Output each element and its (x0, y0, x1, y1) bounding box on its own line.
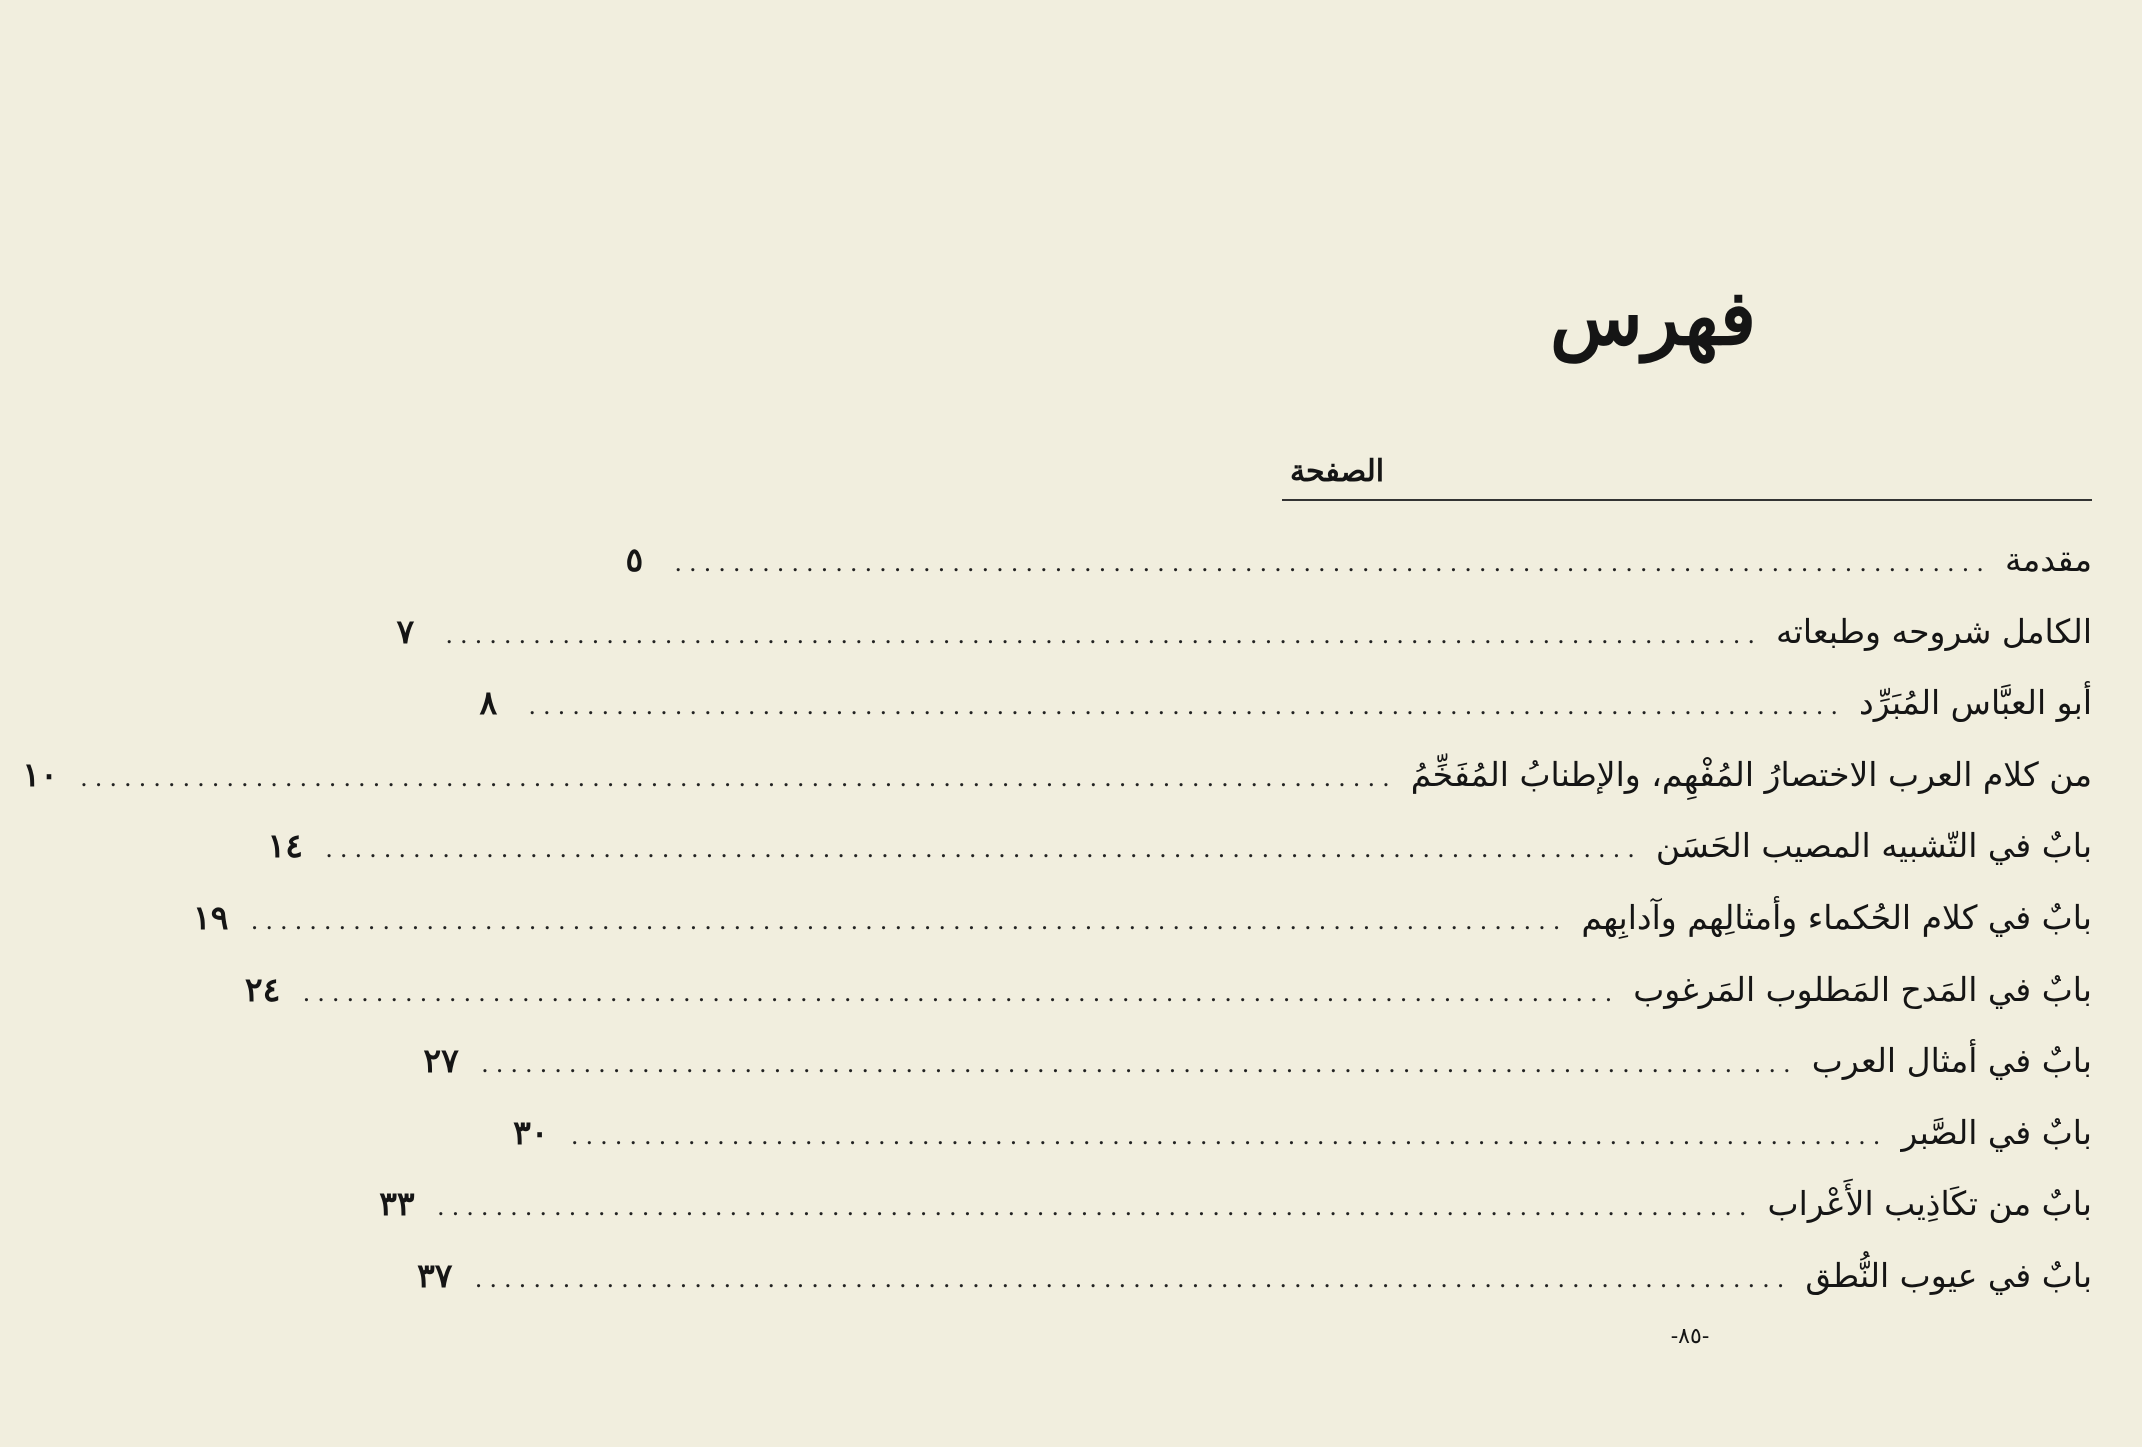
toc-entry-2 (396, 604, 2092, 660)
toc-entry-title: أبو العبَّاس المُبَرِّد (1859, 683, 2092, 723)
toc-entry-title: بابٌ في عيوب النُّطق (1805, 1255, 2092, 1295)
header-rule (1282, 499, 2092, 501)
toc-leader-dots: .......................................................................................... (325, 835, 1642, 864)
toc-entry-title: الكامل شروحه وطبعاته (1775, 611, 2092, 651)
page-title: فهرس (1549, 273, 1757, 362)
book-page (22, 0, 2142, 1447)
page-column-label: الصفحة (1289, 454, 1385, 489)
toc-entry-8 (423, 1033, 2092, 1089)
toc-entry-page: ٣٠ (513, 1112, 549, 1152)
toc-entry-title: بابٌ في الصَّبر (1901, 1112, 2092, 1152)
toc-entry-page: ٥ (625, 540, 644, 579)
toc-entry-page: ١٤ (267, 826, 303, 866)
toc-leader-dots: .......................................................................................... (80, 763, 1397, 792)
toc-entry-6 (193, 890, 2092, 946)
toc-entry-page: ٣٣ (379, 1184, 415, 1224)
toc-entry-11 (417, 1248, 2092, 1304)
toc-entry-page: ٢٤ (244, 969, 281, 1009)
toc-entry-title: بابٌ في أمثال العرب (1811, 1041, 2092, 1081)
toc-entry-title: مقدمة (2004, 540, 2092, 579)
toc-entry-5 (267, 818, 2092, 874)
toc-entry-9 (513, 1105, 2092, 1161)
toc-entry-3 (479, 675, 2092, 731)
toc-entry-7 (244, 962, 2092, 1018)
toc-entry-page: ٣٧ (417, 1255, 453, 1295)
toc-entry-10 (379, 1176, 2092, 1232)
toc-entry-page: ٢٧ (423, 1041, 459, 1081)
toc-entry-title: بابٌ في المَدح المَطلوب المَرغوب (1633, 969, 2092, 1009)
toc-entry-title: بابٌ في كلام الحُكماء وأمثالِهم وآدابِهم (1581, 897, 2092, 937)
toc-entry-1 (625, 532, 2092, 588)
page-number: -٨٥- (1670, 1324, 1710, 1349)
toc-entry-page: ١٠ (22, 754, 58, 794)
toc-leader-dots: .......................................................................................... (474, 1264, 1792, 1293)
toc-leader-dots: .......................................................................................... (436, 1193, 1754, 1222)
toc-leader-dots: .......................................................................................... (674, 549, 1991, 577)
toc-leader-dots: .......................................................................................... (481, 1050, 1798, 1079)
toc-leader-dots: .......................................................................................... (445, 620, 1762, 649)
toc-entry-title: من كلام العرب الاختصارُ المُفْهِم، والإطنابُ المُفَخِّمُ (1410, 754, 2092, 794)
toc-leader-dots: .......................................................................................... (528, 692, 1846, 721)
table-of-contents (22, 532, 2092, 1304)
toc-entry-page: ١٩ (193, 897, 229, 937)
toc-entry-4 (22, 747, 2092, 803)
toc-entry-page: ٧ (396, 611, 415, 651)
toc-leader-dots: .......................................................................................... (302, 978, 1620, 1007)
toc-entry-title: بابٌ في التّشبيه المصيب الحَسَن (1655, 826, 2092, 866)
toc-entry-title: بابٌ من تكَاذِيب الأَعْراب (1767, 1184, 2092, 1224)
toc-leader-dots: .......................................................................................... (250, 906, 1568, 935)
toc-entry-page: ٨ (479, 683, 498, 723)
toc-leader-dots: .......................................................................................... (570, 1121, 1888, 1150)
